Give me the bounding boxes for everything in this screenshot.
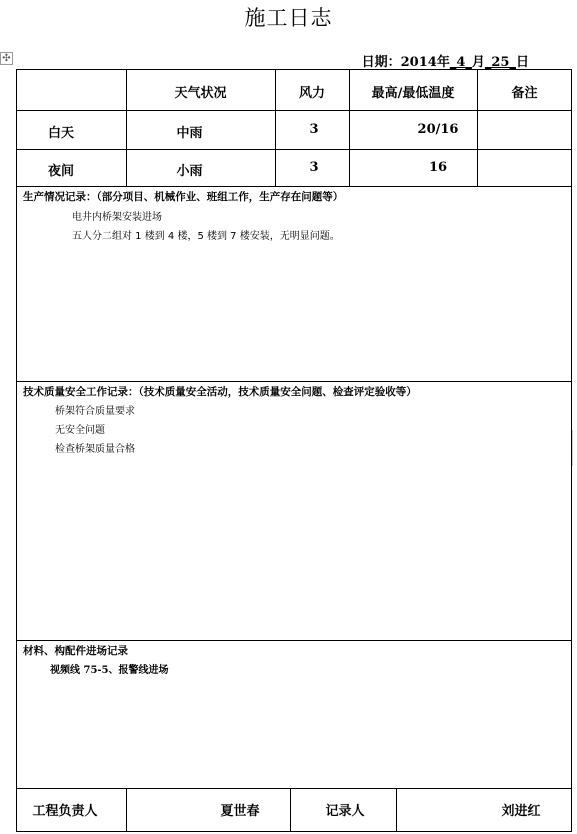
- cell-weather-day: 中雨: [176, 126, 203, 141]
- header-temperature: 最高/最低温度: [371, 86, 455, 101]
- date-label: 日期：: [361, 55, 401, 70]
- quality-line: 桥架符合质量要求: [55, 406, 135, 417]
- date-month-suffix: 月: [471, 55, 485, 70]
- header-wind: 风力: [298, 86, 325, 101]
- materials-line: 视频线 75-5、报警线进场: [50, 665, 169, 676]
- quality-line: 检查桥架质量合格: [55, 444, 135, 455]
- header-weather: 天气状况: [174, 86, 227, 101]
- section-divider: [16, 381, 572, 382]
- date-day-suffix: 日: [515, 55, 529, 70]
- section-divider: [16, 640, 572, 641]
- row-divider: [16, 110, 572, 111]
- header-notes: 备注: [511, 86, 538, 101]
- date-month: 4: [456, 55, 466, 70]
- materials-title: 材料、构配件进场记录: [23, 645, 128, 657]
- page-edge-marker: [572, 430, 577, 466]
- section-divider: [16, 788, 572, 789]
- production-title: 生产情况记录：（部分项目、机械作业、班组工作，生产存在问题等）: [23, 191, 344, 203]
- date-day: 25: [491, 55, 510, 70]
- row-divider: [16, 149, 572, 150]
- cell-temp-day: 20/16: [417, 122, 459, 137]
- table-move-handle-icon[interactable]: ✣: [0, 52, 13, 65]
- cell-weather-night: 小雨: [176, 164, 203, 179]
- cell-wind-night: 3: [309, 160, 319, 175]
- row-period-night: 夜间: [47, 164, 74, 179]
- page-title: 施工日志: [244, 6, 333, 30]
- recorder-name: 刘进红: [501, 804, 541, 819]
- recorder-label: 记录人: [325, 804, 365, 819]
- production-line: 电井内桥架安装进场: [72, 212, 162, 223]
- manager-name: 夏世春: [220, 804, 260, 819]
- row-divider: [16, 186, 572, 187]
- row-period-day: 白天: [47, 126, 74, 141]
- quality-title: 技术质量安全工作记录：（技术质量安全活动，技术质量安全问题、检查评定验收等）: [23, 386, 417, 398]
- cell-wind-day: 3: [309, 122, 319, 137]
- log-date: 日期：2014年_4_月_25_日: [361, 55, 529, 70]
- production-line: 五人分二组对 1 楼到 4 楼，5 楼到 7 楼安装，无明显问题。: [72, 231, 340, 242]
- manager-label: 工程负责人: [32, 804, 98, 819]
- date-year: 2014: [400, 55, 437, 70]
- date-year-suffix: 年: [436, 55, 450, 70]
- quality-line: 无安全问题: [55, 425, 105, 436]
- cell-temp-night: 16: [428, 160, 448, 175]
